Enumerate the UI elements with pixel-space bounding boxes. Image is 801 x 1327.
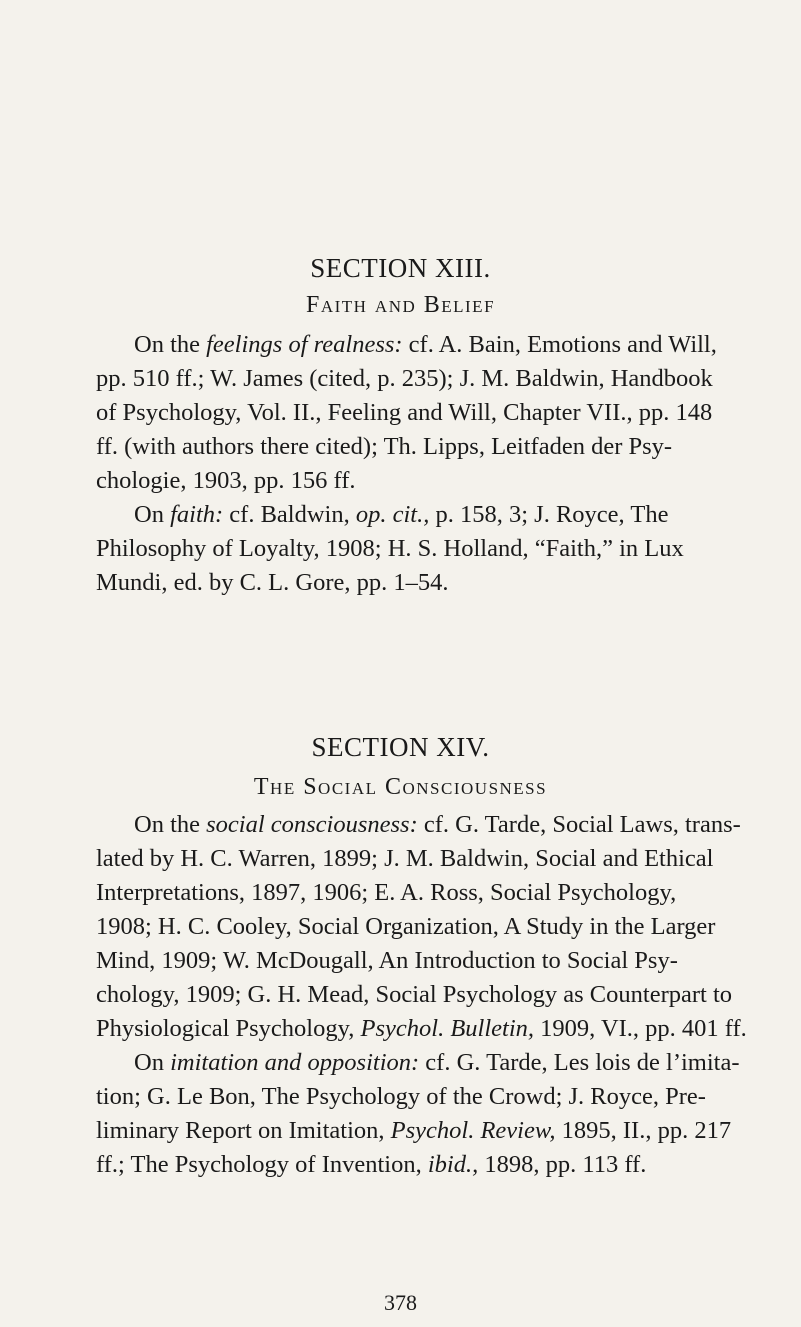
- text-line: 1908; H. C. Cooley, Social Organization, A Study in the Larger: [96, 913, 716, 940]
- page-number: 378: [384, 1290, 417, 1315]
- italic-term: feelings of realness:: [206, 331, 403, 358]
- text-line: lated by H. C. Warren, 1899; J. M. Baldwin, Social and Ethical: [96, 845, 714, 872]
- section-14-paragraph-social: [96, 808, 796, 1046]
- section-14-paragraph-imitation: [96, 1046, 796, 1182]
- italic-citation: Psychol. Bulletin,: [360, 1015, 535, 1042]
- italic-term: imitation and opposition:: [170, 1049, 420, 1076]
- text-line: Mind, 1909; W. McDougall, An Introduction to Social Psy-: [96, 947, 678, 974]
- italic-term: social consciousness:: [206, 811, 418, 838]
- text-line: On imitation and opposition: cf. G. Tarde, Les lois de l’imita-: [134, 1049, 740, 1076]
- text-line: On the social consciousness: cf. G. Tarde, Social Laws, trans-: [134, 811, 741, 838]
- section-14-heading: SECTION XIV.: [311, 732, 490, 762]
- text-line: chology, 1909; G. H. Mead, Social Psychology as Counterpart to: [96, 981, 733, 1008]
- text-line: Physiological Psychology, Psychol. Bulletin, 1909, VI., pp. 401 ff.: [96, 1015, 747, 1042]
- section-13-paragraph-faith: [96, 498, 796, 600]
- italic-citation: Psychol. Review,: [390, 1117, 556, 1144]
- text-line: On the feelings of realness: cf. A. Bain, Emotions and Will,: [134, 331, 717, 358]
- italic-citation: op. cit.,: [355, 501, 430, 528]
- text-line: of Psychology, Vol. II., Feeling and Will, Chapter VII., pp. 148: [96, 399, 713, 426]
- text-line: Interpretations, 1897, 1906; E. A. Ross, Social Psychology,: [96, 879, 677, 906]
- text-line: On faith: cf. Baldwin, op. cit., p. 158, 3; J. Royce, The: [134, 501, 669, 528]
- italic-term: faith:: [170, 501, 224, 528]
- italic-citation: ibid.,: [427, 1151, 479, 1178]
- text-line: Mundi, ed. by C. L. Gore, pp. 1–54.: [96, 569, 449, 596]
- section-14-subheading: The Social Consciousness: [253, 774, 548, 800]
- text-line: ff. (with authors there cited); Th. Lipps, Leitfaden der Psy-: [96, 433, 673, 460]
- text-line: chologie, 1903, pp. 156 ff.: [96, 467, 356, 494]
- section-13-subheading: Faith and Belief: [305, 292, 496, 318]
- text-line: tion; G. Le Bon, The Psychology of the Crowd; J. Royce, Pre-: [96, 1083, 706, 1110]
- text-line: ff.; The Psychology of Invention, ibid., 1898, pp. 113 ff.: [96, 1151, 647, 1178]
- text-line: Philosophy of Loyalty, 1908; H. S. Holland, “Faith,” in Lux: [96, 535, 684, 562]
- text-line: pp. 510 ff.; W. James (cited, p. 235); J. M. Baldwin, Handbook: [96, 365, 713, 392]
- section-13-paragraph-realness: [96, 328, 796, 498]
- text-line: liminary Report on Imitation, Psychol. Review, 1895, II., pp. 217: [96, 1117, 732, 1144]
- section-13-heading: SECTION XIII.: [310, 253, 491, 283]
